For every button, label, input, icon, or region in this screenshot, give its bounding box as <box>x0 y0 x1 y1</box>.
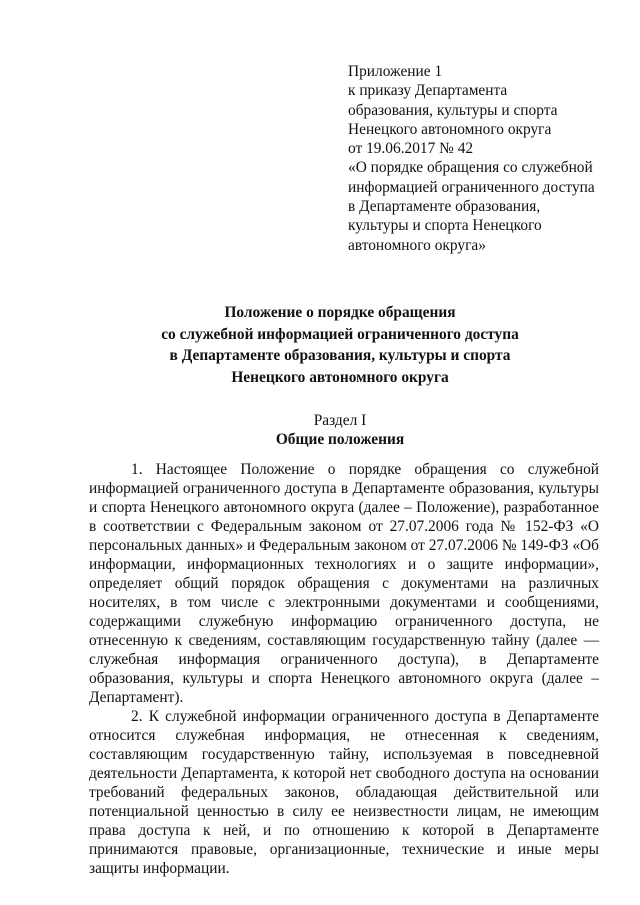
paragraph: 2. К служебной информации ограниченного доступа в Департаменте относится служебная информация, не отнесенная к сведениям, составляющим государственную тайну, используемая в повседневной деятельности Департамента, к которой нет свободного доступа на основании требований федеральных законов, обладающая действительной или потенциальной ценностью в силу ее неизвестности лицам, не имеющим права доступа к ней, и по отношению к которой в Департаменте принимаются правовые, организационные, технические и иные меры защиты информации. <box>89 708 599 877</box>
appendix-line: к приказу Департамента <box>348 82 508 100</box>
section-title: Общие положения <box>275 431 405 448</box>
title-line: в Департаменте образования, культуры и спорта <box>169 347 511 364</box>
appendix-line: культуры и спорта Ненецкого <box>348 217 542 235</box>
appendix-line: Приложение 1 <box>348 63 443 80</box>
title-line: Ненецкого автономного округа <box>231 368 449 386</box>
section-number: Раздел I <box>313 412 367 429</box>
document-title <box>100 302 580 388</box>
appendix-line: Ненецкого автономного округа <box>348 120 552 138</box>
paragraph: 1. Настоящее Положение о порядке обращения со служебной информацией ограниченного доступа в Департаменте образования, культуры и спорта Ненецкого автономного округа (далее – Положение), разработанное в соответствии с Федеральным законом от 27.07.2006 года № 152-ФЗ «О персональных данных» и Федеральным законом от 27.07.2006 № 149-ФЗ «Об информации, информационных технологиях и о защите информации», определяет общий порядок обращения с документами на различных носителях, в том числе с электронными документами и сообщениями, содержащими служебную информацию ограниченного доступа, не отнесенную к сведениям, составляющим государственную тайну (далее — служебная информация ограниченного доступа), в Департаменте образования, культуры и спорта Ненецкого автономного округа (далее – Департамент). <box>89 461 599 706</box>
appendix-line: автономного округа» <box>348 236 486 254</box>
appendix-block <box>348 62 608 255</box>
document-body <box>89 460 599 878</box>
appendix-line: информацией ограниченного доступа <box>348 178 595 196</box>
title-line: Положение о порядке обращения <box>224 304 456 321</box>
appendix-line: в Департаменте образования, <box>348 198 541 216</box>
title-line: со служебной информацией ограниченного доступа <box>161 325 519 343</box>
appendix-line: «О порядке обращения со служебной <box>348 159 593 177</box>
appendix-line: от 19.06.2017 № 42 <box>348 140 474 158</box>
appendix-line: образования, культуры и спорта <box>348 101 558 119</box>
